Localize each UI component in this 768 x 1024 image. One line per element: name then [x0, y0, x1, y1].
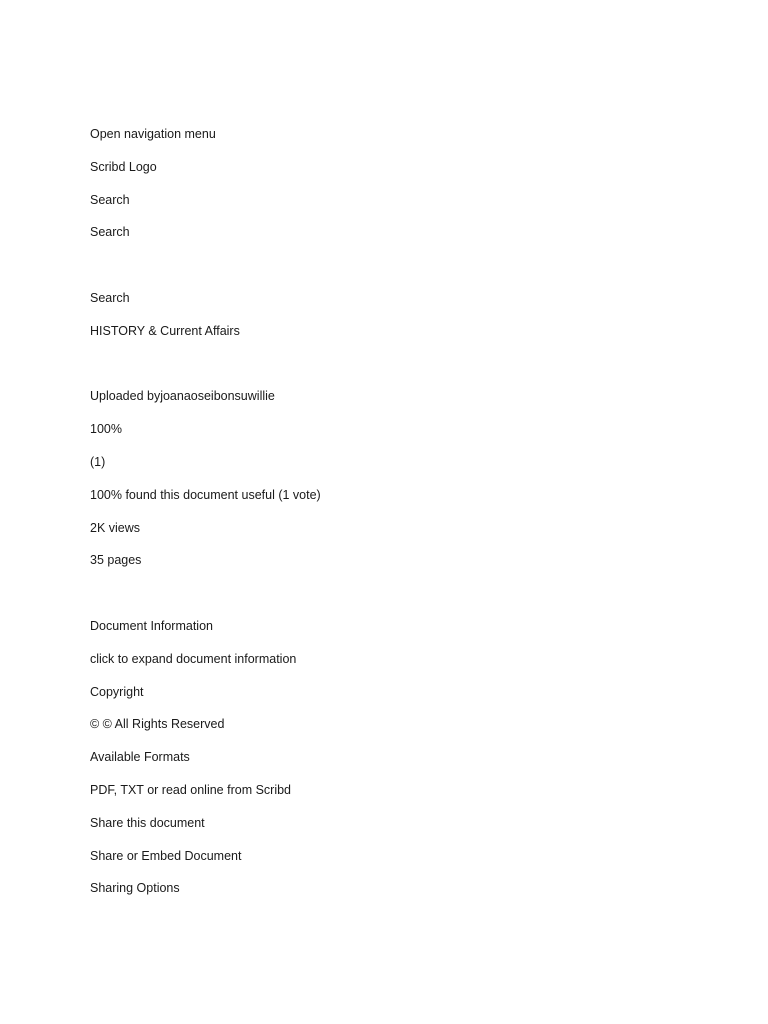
search-input[interactable]: Search [90, 225, 130, 240]
share-embed-button[interactable]: Share or Embed Document [90, 848, 242, 863]
available-formats-label: Available Formats [90, 750, 190, 765]
rating-percent: 100% [90, 422, 122, 437]
sharing-options-button[interactable]: Sharing Options [90, 881, 180, 896]
spacer [90, 255, 710, 275]
spacer [90, 354, 710, 374]
rating-count: (1) [90, 454, 106, 469]
category-link[interactable]: HISTORY & Current Affairs [90, 323, 240, 338]
scribd-logo-link[interactable]: Scribd Logo [90, 159, 157, 174]
search-button[interactable]: Search [90, 192, 130, 207]
pages-count: 35 pages [90, 553, 142, 568]
document-information-heading: Document Information [90, 618, 213, 633]
expand-document-info-button[interactable]: click to expand document information [90, 651, 297, 666]
uploader-link[interactable]: Uploaded byjoanaoseibonsuwillie [90, 389, 275, 404]
useful-votes-text: 100% found this document useful (1 vote) [90, 487, 321, 502]
share-document-label: Share this document [90, 815, 205, 830]
spacer [90, 583, 710, 603]
copyright-value: © © All Rights Reserved [90, 717, 225, 732]
document-page [90, 124, 710, 911]
open-navigation-menu-button[interactable]: Open navigation menu [90, 127, 216, 141]
views-count: 2K views [90, 520, 141, 535]
search-submit-button[interactable]: Search [90, 290, 130, 305]
available-formats-value: PDF, TXT or read online from Scribd [90, 782, 292, 797]
copyright-label: Copyright [90, 684, 144, 699]
